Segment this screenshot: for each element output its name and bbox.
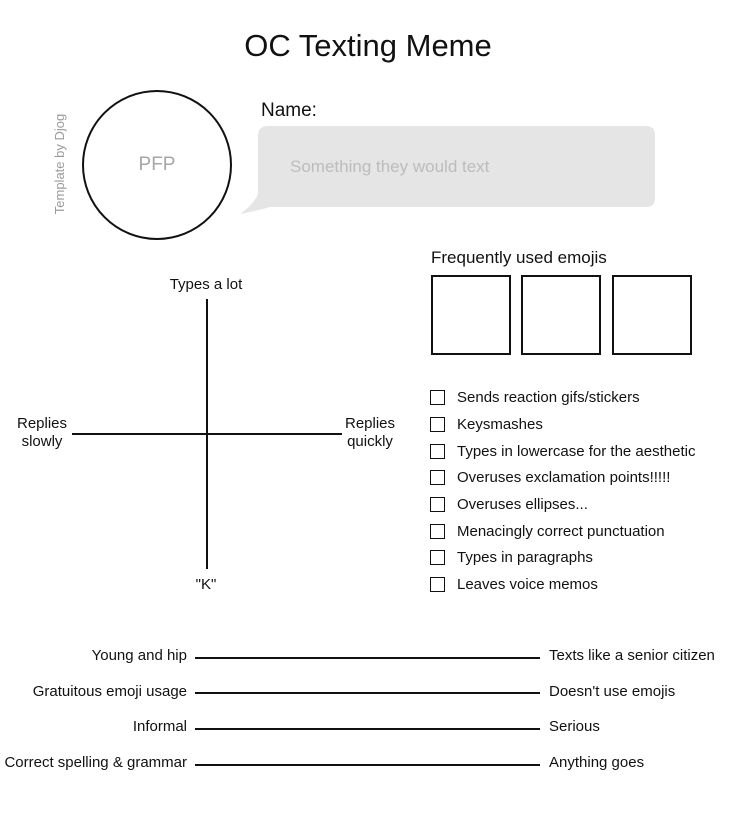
checklist-label: Types in paragraphs — [457, 548, 593, 566]
emoji-box-1[interactable] — [431, 275, 511, 355]
horizontal-axis-line — [72, 433, 342, 435]
checklist-label: Sends reaction gifs/stickers — [457, 388, 640, 406]
slider-left-label: Informal — [132, 718, 187, 735]
checkbox[interactable] — [430, 444, 445, 459]
slider-track[interactable] — [195, 692, 540, 694]
axis-bottom-label: "K" — [195, 576, 217, 593]
slider-track[interactable] — [195, 764, 540, 766]
slider-right-label: Doesn't use emojis — [549, 683, 676, 700]
axis-right-label — [334, 415, 406, 451]
slider-right-label: Texts like a senior citizen — [549, 647, 715, 664]
checkbox[interactable] — [430, 417, 445, 432]
checklist-item[interactable] — [430, 467, 670, 487]
axis-top-label: Types a lot — [169, 276, 243, 293]
checklist-label: Overuses exclamation points!!!!! — [457, 468, 671, 486]
emoji-section-title: Frequently used emojis — [431, 248, 607, 267]
page-title: OC Texting Meme — [244, 28, 492, 63]
checkbox[interactable] — [430, 470, 445, 485]
checklist-item[interactable] — [430, 547, 593, 567]
checklist-label: Leaves voice memos — [457, 575, 598, 593]
axis-right-line-2: quickly — [347, 433, 393, 450]
name-label: Name: — [261, 100, 317, 121]
text-bubble-placeholder[interactable]: Something they would text — [290, 157, 490, 176]
checklist-label: Overuses ellipses... — [457, 495, 588, 513]
checkbox[interactable] — [430, 577, 445, 592]
emoji-box-3[interactable] — [612, 275, 692, 355]
slider-right-label: Serious — [549, 718, 600, 735]
checklist-label: Types in lowercase for the aesthetic — [457, 442, 696, 460]
slider-left-label: Gratuitous emoji usage — [32, 683, 187, 700]
checklist-item[interactable] — [430, 521, 665, 541]
checklist-item[interactable] — [430, 494, 588, 514]
checklist-item[interactable] — [430, 574, 598, 594]
checklist-label: Keysmashes — [457, 415, 543, 433]
slider-track[interactable] — [195, 657, 540, 659]
checkbox[interactable] — [430, 524, 445, 539]
checkbox[interactable] — [430, 497, 445, 512]
checklist-item[interactable] — [430, 387, 640, 407]
checklist-item[interactable] — [430, 414, 543, 434]
checkbox[interactable] — [430, 550, 445, 565]
checklist-item[interactable] — [430, 441, 695, 461]
axis-right-line-1: Replies — [344, 415, 396, 432]
checklist-label: Menacingly correct punctuation — [457, 522, 665, 540]
slider-track[interactable] — [195, 728, 540, 730]
slider-right-label: Anything goes — [549, 754, 645, 771]
profile-picture-circle[interactable] — [82, 90, 232, 240]
slider-left-label: Young and hip — [91, 647, 187, 664]
axis-left-label — [4, 415, 80, 451]
checkbox[interactable] — [430, 390, 445, 405]
pfp-label: PFP — [138, 154, 176, 175]
axis-left-line-2: slowly — [21, 433, 63, 450]
slider-left-label: Correct spelling & grammar — [4, 754, 187, 771]
template-credit: Template by Djog — [52, 113, 67, 215]
emoji-box-2[interactable] — [521, 275, 601, 355]
axis-left-line-1: Replies — [16, 415, 68, 432]
